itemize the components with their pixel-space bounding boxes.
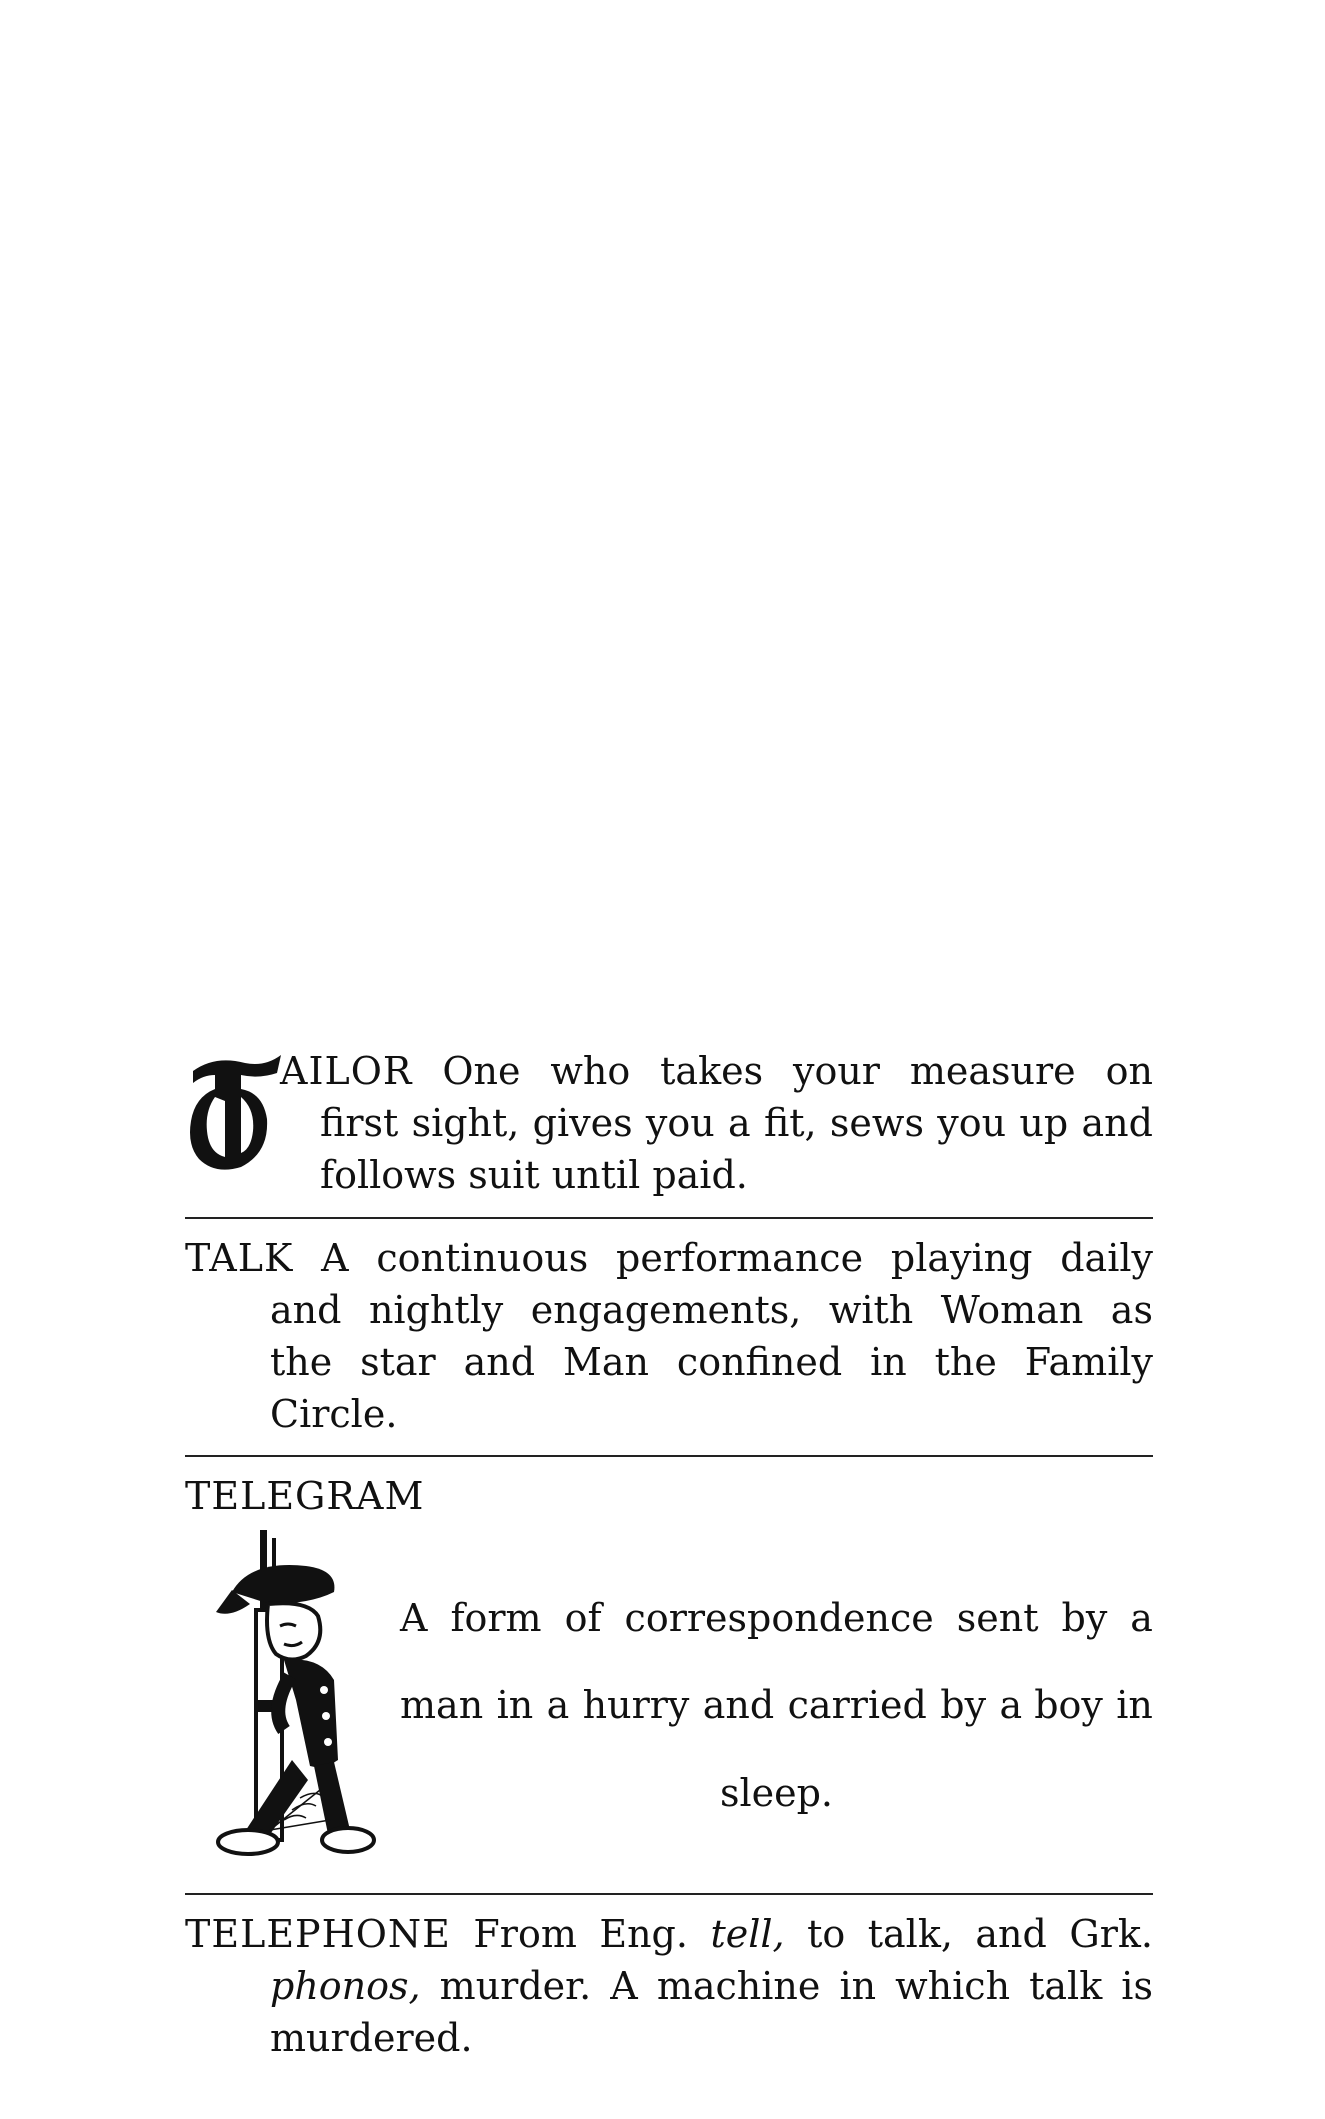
- term-talk: TALK: [185, 1236, 294, 1280]
- word: measure: [909, 1049, 1076, 1093]
- telephone-line-1: [185, 1908, 1153, 1960]
- tailor-line-1: [280, 1045, 1153, 1097]
- word: up: [1019, 1101, 1069, 1145]
- word-italic: phonos,: [270, 1964, 421, 2008]
- telephone-line-3: murdered.: [270, 2016, 473, 2060]
- word: One: [442, 1049, 521, 1093]
- word: you: [937, 1101, 1007, 1145]
- word: with: [828, 1288, 914, 1332]
- word: Family: [1024, 1340, 1153, 1384]
- telephone-line-2: [185, 1960, 1153, 2012]
- word: performance: [616, 1236, 864, 1280]
- word: by: [940, 1683, 987, 1727]
- telegram-line-3: sleep.: [719, 1771, 834, 1815]
- talk-line-4: Circle.: [270, 1392, 398, 1436]
- word: who: [550, 1049, 631, 1093]
- word: and: [1081, 1101, 1153, 1145]
- word: A: [321, 1236, 349, 1280]
- word: murder.: [439, 1964, 592, 2008]
- telegram-line-2: [400, 1683, 1153, 1727]
- word: to: [807, 1912, 846, 1956]
- entry-telephone: [185, 1908, 1153, 2064]
- word: your: [792, 1049, 880, 1093]
- word: and: [463, 1340, 536, 1384]
- word: confined: [676, 1340, 843, 1384]
- word: talk,: [867, 1912, 953, 1956]
- word: hurry: [582, 1683, 690, 1727]
- word: the: [934, 1340, 997, 1384]
- talk-line-1: [185, 1232, 1153, 1284]
- word-italic: tell,: [710, 1912, 785, 1956]
- word: a: [1130, 1596, 1153, 1640]
- word: A: [400, 1596, 428, 1640]
- word: sight,: [411, 1101, 520, 1145]
- word: and: [975, 1912, 1047, 1956]
- sleeping-messenger-boy-illustration: [210, 1530, 390, 1865]
- word: by: [1061, 1596, 1108, 1640]
- word: and: [270, 1288, 342, 1332]
- word: in: [496, 1683, 534, 1727]
- tailor-line-2: [320, 1097, 1153, 1149]
- word: star: [360, 1340, 436, 1384]
- word: sent: [956, 1596, 1039, 1640]
- word: form: [450, 1596, 542, 1640]
- drop-cap-letter: T: [185, 1049, 186, 1050]
- word: which: [895, 1964, 1011, 2008]
- word: a: [546, 1683, 570, 1727]
- word: first: [320, 1101, 399, 1145]
- drop-cap-t-icon: [185, 1049, 285, 1179]
- word: in: [839, 1964, 877, 2008]
- word: Woman: [940, 1288, 1084, 1332]
- word: carried: [787, 1683, 927, 1727]
- word: and: [702, 1683, 775, 1727]
- divider-rule: [185, 1217, 1153, 1219]
- word: fit,: [763, 1101, 817, 1145]
- word: as: [1110, 1288, 1153, 1332]
- word: in: [870, 1340, 907, 1384]
- word: machine: [656, 1964, 821, 2008]
- word: man: [400, 1683, 484, 1727]
- word: gives: [532, 1101, 633, 1145]
- word: a boy: [999, 1683, 1103, 1727]
- term-telegram: TELEGRAM: [185, 1474, 425, 1518]
- divider-rule: [185, 1455, 1153, 1457]
- entry-talk: [185, 1232, 1153, 1440]
- term-telephone: TELEPHONE: [185, 1912, 451, 1956]
- word: engagements,: [530, 1288, 802, 1332]
- word: talk: [1029, 1964, 1103, 2008]
- word: daily: [1060, 1236, 1153, 1280]
- divider-rule: [185, 1893, 1153, 1895]
- word: continuous: [376, 1236, 589, 1280]
- term-tailor: AILOR: [280, 1049, 413, 1093]
- word: a: [728, 1101, 751, 1145]
- word: Eng.: [599, 1912, 688, 1956]
- word: playing: [890, 1236, 1033, 1280]
- word: on: [1105, 1049, 1153, 1093]
- tailor-line-3: follows suit until paid.: [320, 1153, 748, 1197]
- word: the: [270, 1340, 333, 1384]
- talk-line-3: [185, 1336, 1153, 1388]
- talk-line-2: [185, 1284, 1153, 1336]
- telegram-line-1: [400, 1596, 1153, 1640]
- word: nightly: [368, 1288, 504, 1332]
- word: A: [610, 1964, 638, 2008]
- word: takes: [660, 1049, 764, 1093]
- word: you: [645, 1101, 715, 1145]
- word: is: [1121, 1964, 1153, 2008]
- word: Man: [562, 1340, 650, 1384]
- word: From: [473, 1912, 577, 1956]
- word: of: [564, 1596, 602, 1640]
- word: Grk.: [1069, 1912, 1153, 1956]
- word: correspondence: [624, 1596, 934, 1640]
- word: sews: [829, 1101, 924, 1145]
- word: in: [1116, 1683, 1153, 1727]
